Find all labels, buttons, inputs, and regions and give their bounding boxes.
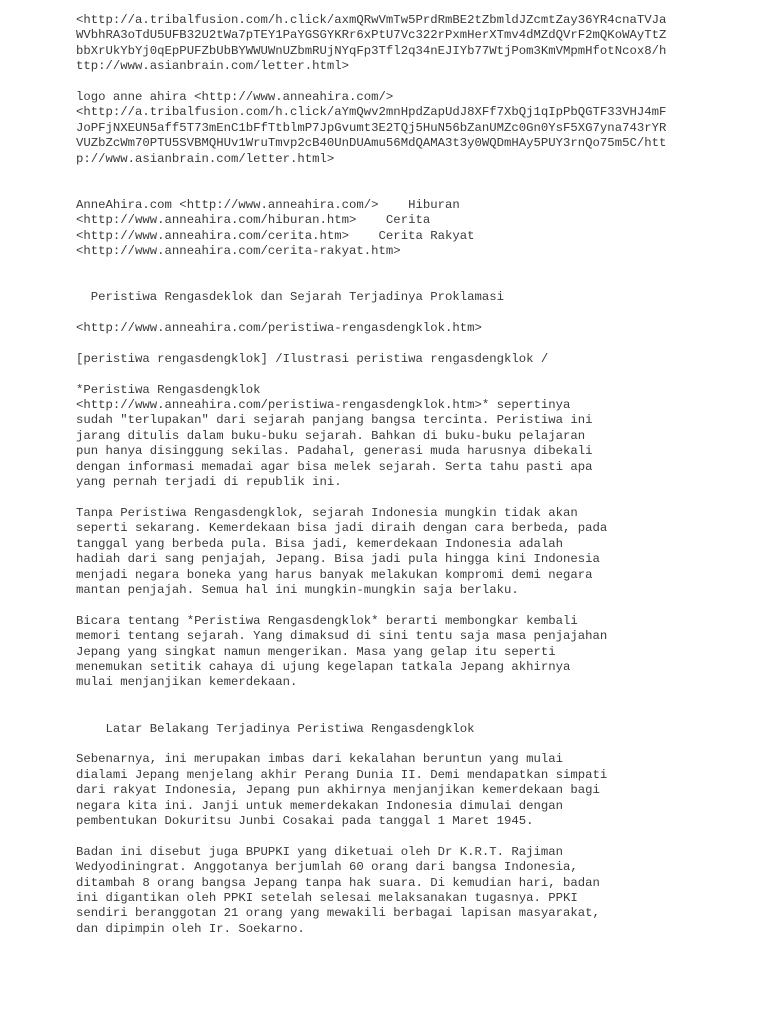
logo-link[interactable]: logo anne ahira <http://www.anneahira.com/> [76, 90, 394, 105]
spacer [76, 336, 696, 351]
paragraph-line: menemukan setitik cahaya di ujung kegelapan tatkala Jepang akhirnya [76, 659, 571, 674]
paragraph-line: tanggal yang berbeda pula. Bisa jadi, kemerdekaan Indonesia adalah [76, 536, 564, 551]
paragraph-line: pun hanya disinggung sekilas. Padahal, generasi muda harusnya dibekali [76, 444, 593, 459]
paragraph-line: dari rakyat Indonesia, Jepang pun akhirnya menjanjikan kemerdekaan bagi [76, 783, 600, 798]
paragraph-line: seperti sekarang. Kemerdekaan bisa jadi diraih dengan cara berbeda, pada [76, 521, 608, 536]
paragraph-line: Wedyodiningrat. Anggotanya berjumlah 60 orang dari bangsa Indonesia, [76, 860, 578, 875]
spacer [76, 829, 696, 844]
ad-link-line[interactable]: <http://a.tribalfusion.com/h.click/aYmQwv2mnHpdZapUdJ8XFf7XbQj1qIpPbQGTF33VHJ4mF [76, 105, 667, 120]
ad-link-line[interactable]: VUZbZcWm70PTU5SVBMQHUv1WruTmvp2cB40UnDUAmu56MdQAMA3t3y0WQDmHAy5PUY3rnQo75m5C/htt [76, 136, 667, 151]
breadcrumb [76, 198, 696, 260]
breadcrumb-line-home[interactable]: AnneAhira.com <http://www.anneahira.com/> Hiburan [76, 197, 460, 212]
paragraph-alternative-history [76, 506, 696, 598]
spacer [76, 691, 696, 722]
paragraph-line: yang pernah terjadi di republik ini. [76, 475, 342, 490]
paragraph-line: Bicara tentang *Peristiwa Rengasdengklok* berarti membongkar kembali [76, 613, 578, 628]
spacer [76, 491, 696, 506]
spacer [76, 367, 696, 382]
spacer [76, 259, 696, 290]
ad-link-1[interactable] [76, 13, 696, 75]
ad-link-line[interactable]: JoPFjNXEUN5aff5T73mEnC1bFfTtblmP7JpGvumt3E2TQj5HuN56bZanUMZc0Gn0YsF5XG7yna743rYR [76, 120, 667, 135]
paragraph-line[interactable]: *Peristiwa Rengasdengklok [76, 382, 261, 397]
ad-link-2[interactable] [76, 90, 696, 167]
ad-link-line[interactable]: bbXrUkYbYj0qEpPUFZbUbBYWWUWnUZbmRUjNYqFp3Tfl2q34nEJIYb77WtjPom3KmVMpmHfotNcox8/h [76, 43, 667, 58]
section-heading: Latar Belakang Terjadinya Peristiwa Rengasdengklok [76, 721, 475, 736]
paragraph-line: jarang ditulis dalam buku-buku sejarah. Bahkan di buku-buku pelajaran [76, 428, 586, 443]
article-url-link[interactable]: <http://www.anneahira.com/peristiwa-rengasdengklok.htm> [76, 321, 482, 336]
breadcrumb-line-cerita[interactable]: <http://www.anneahira.com/cerita.htm> Cerita Rakyat [76, 228, 475, 243]
paragraph-line: mulai menjanjikan kemerdekaan. [76, 675, 298, 690]
paragraph-line: Badan ini disebut juga BPUPKI yang diketuai oleh Dr K.R.T. Rajiman [76, 844, 564, 859]
paragraph-line: sendiri beranggotan 21 orang yang mewakili berbagai lapisan masyarakat, [76, 906, 600, 921]
paragraph-intro [76, 383, 696, 491]
image-caption: [peristiwa rengasdengklok] /Ilustrasi peristiwa rengasdengklok / [76, 351, 549, 366]
paragraph-line: Tanpa Peristiwa Rengasdengklok, sejarah Indonesia mungkin tidak akan [76, 505, 578, 520]
paragraph-background [76, 752, 696, 829]
spacer [76, 737, 696, 752]
paragraph-line: ditambah 8 orang bangsa Jepang tanpa hak suara. Di kemudian hari, badan [76, 875, 600, 890]
spacer [76, 75, 696, 90]
paragraph-line: negara kita ini. Janji untuk memerdekakan Indonesia dimulai dengan [76, 798, 564, 813]
ad-link-line[interactable]: ttp://www.asianbrain.com/letter.html> [76, 59, 350, 74]
paragraph-line: Sebenarnya, ini merupakan imbas dari kekalahan beruntun yang mulai [76, 752, 564, 767]
article-title: Peristiwa Rengasdeklok dan Sejarah Terjadinya Proklamasi [76, 290, 505, 305]
paragraph-line: Jepang yang singkat namun mengerikan. Masa yang gelap itu seperti [76, 644, 556, 659]
breadcrumb-line-hiburan[interactable]: <http://www.anneahira.com/hiburan.htm> Cerita [76, 213, 431, 228]
paragraph-memory [76, 614, 696, 691]
paragraph-line: hadiah dari sang penjajah, Jepang. Bisa jadi pula hingga kini Indonesia [76, 552, 600, 567]
paragraph-line: dengan informasi memadai agar bisa melek sejarah. Serta tahu pasti apa [76, 459, 593, 474]
paragraph-line: mantan penjajah. Semua hal ini mungkin-mungkin saja berlaku. [76, 582, 519, 597]
paragraph-line: ini digantikan oleh PPKI setelah selesai melaksanakan tugasnya. PPKI [76, 890, 578, 905]
paragraph-line[interactable]: <http://www.anneahira.com/peristiwa-rengasdengklok.htm>* sepertinya [76, 398, 571, 413]
paragraph-line: menjadi negara boneka yang harus banyak melakukan kompromi demi negara [76, 567, 593, 582]
spacer [76, 598, 696, 613]
spacer [76, 306, 696, 321]
paragraph-line: dan dipimpin oleh Ir. Soekarno. [76, 921, 305, 936]
paragraph-line: dialami Jepang menjelang akhir Perang Dunia II. Demi mendapatkan simpati [76, 767, 608, 782]
document-body [76, 13, 696, 937]
breadcrumb-line-cerita-rakyat[interactable]: <http://www.anneahira.com/cerita-rakyat.htm> [76, 244, 401, 259]
ad-link-line[interactable]: p://www.asianbrain.com/letter.html> [76, 151, 335, 166]
ad-link-line[interactable]: <http://a.tribalfusion.com/h.click/axmQRwVmTw5PrdRmBE2tZbmldJZcmtZay36YR4cnaTVJa [76, 13, 667, 27]
paragraph-line: pembentukan Dokuritsu Junbi Cosakai pada tanggal 1 Maret 1945. [76, 813, 534, 828]
ad-link-line[interactable]: WVbhRA3oTdU5UFB32U2tWa7pTEY1PaYGSGYKRr6xPtU7Vc322rPxmHerXTmv4dMZdQVrF2mQKoWAyTtZ [76, 28, 667, 43]
paragraph-line: memori tentang sejarah. Yang dimaksud di sini tentu saja masa penjajahan [76, 629, 608, 644]
paragraph-bpupki [76, 845, 696, 937]
spacer [76, 167, 696, 198]
paragraph-line: sudah "terlupakan" dari sejarah panjang bangsa tercinta. Peristiwa ini [76, 413, 593, 428]
